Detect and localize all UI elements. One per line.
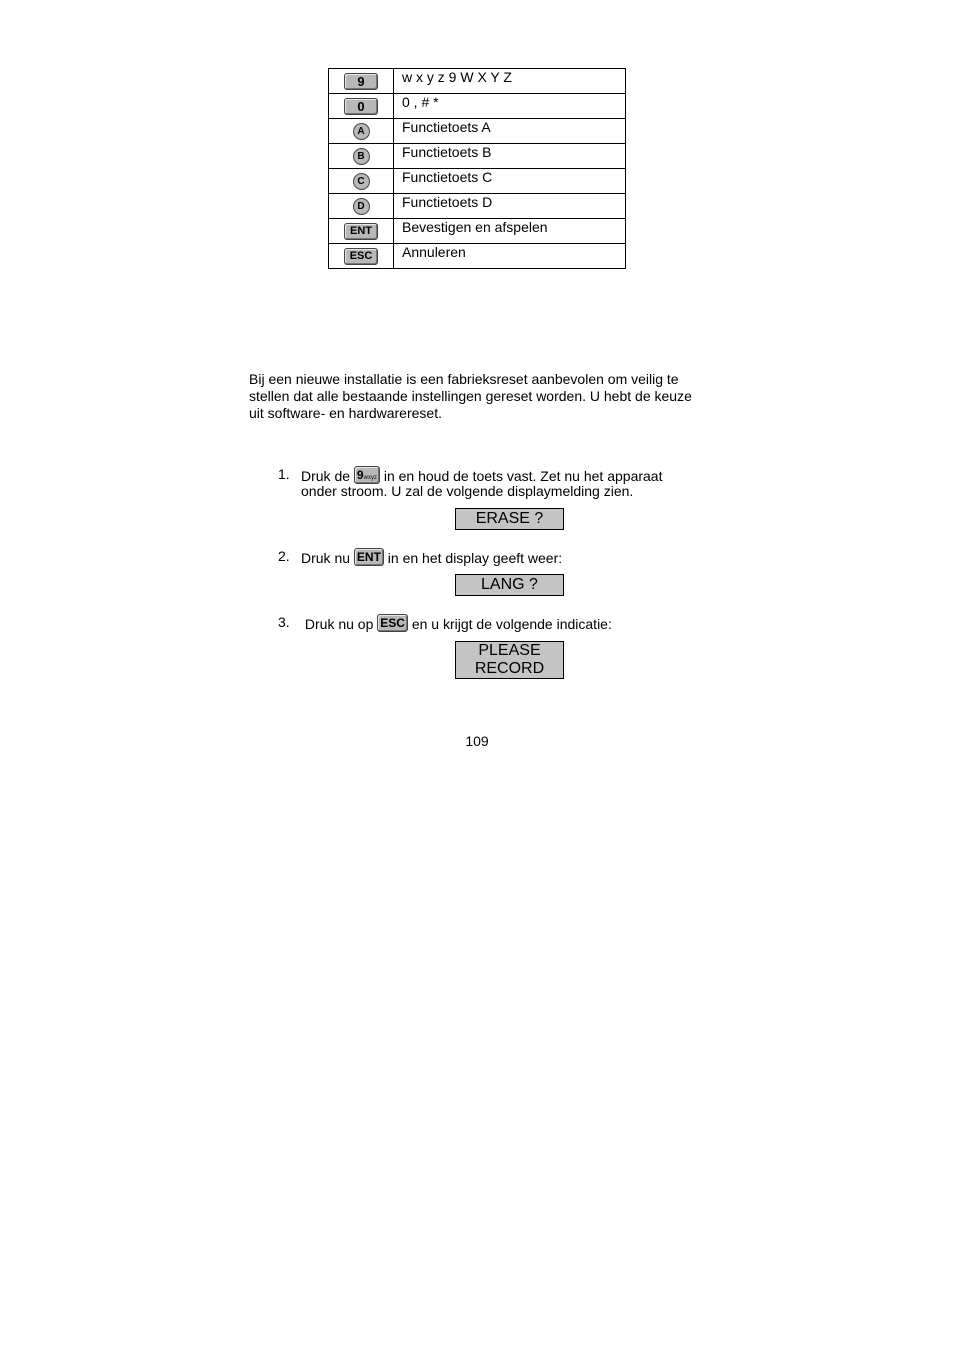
table-row <box>329 69 626 94</box>
display-lang <box>455 574 564 596</box>
key-b-icon: B <box>353 148 370 165</box>
step-text: in en houd de toets vast. Zet nu het apparaat <box>379 468 663 484</box>
key-cell <box>329 219 394 244</box>
step-1 <box>278 466 738 502</box>
display-text: RECORD <box>474 660 545 677</box>
key-c-icon: C <box>353 173 370 190</box>
display-text: PLEASE <box>478 642 541 659</box>
key-ent-icon: ENT <box>344 223 378 240</box>
table-row <box>329 169 626 194</box>
key-esc-icon: ESC <box>377 614 408 632</box>
step-2 <box>278 548 738 566</box>
step-text: Druk de <box>301 468 354 484</box>
key-9-icon <box>354 466 380 484</box>
step-text: Druk nu <box>301 550 354 566</box>
intro-paragraph: Bij een nieuwe installatie is een fabrieksreset aanbevolen om veilig te stellen dat alle bestaande instellingen gereset worden. U hebt de keuze uit software- en hardwarereset. <box>249 371 692 421</box>
page-number: 109 <box>465 733 489 749</box>
display-text: LANG ? <box>481 576 538 593</box>
key-cell <box>329 169 394 194</box>
key-9-icon: 9 <box>344 73 378 90</box>
key-d-icon: D <box>353 198 370 215</box>
key-description: 0 , # * <box>394 94 626 119</box>
display-please-record <box>455 641 564 679</box>
key-description: Annuleren <box>394 244 626 269</box>
table-row <box>329 144 626 169</box>
key-description: Functietoets A <box>394 119 626 144</box>
key-description: Bevestigen en afspelen <box>394 219 626 244</box>
step-number: 3. <box>278 614 290 630</box>
display-text: ERASE ? <box>475 510 544 527</box>
key-label: 9 <box>356 468 364 482</box>
key-a-icon: A <box>353 123 370 140</box>
step-text-line1 <box>301 548 562 567</box>
step-text: Druk nu op <box>301 616 378 632</box>
key-cell <box>329 94 394 119</box>
key-description: w x y z 9 W X Y Z <box>394 69 626 94</box>
table-row <box>329 244 626 269</box>
key-ent-icon: ENT <box>354 548 384 566</box>
step-text-line1 <box>301 614 612 633</box>
key-cell <box>329 244 394 269</box>
step-text-line2: onder stroom. U zal de volgende displaymelding zien. <box>301 483 634 499</box>
step-number: 1. <box>278 466 290 482</box>
key-function-table <box>328 68 626 269</box>
table-row <box>329 194 626 219</box>
key-cell <box>329 119 394 144</box>
table-row <box>329 219 626 244</box>
key-description: Functietoets C <box>394 169 626 194</box>
table-row <box>329 119 626 144</box>
key-cell <box>329 194 394 219</box>
step-3 <box>278 614 738 632</box>
key-sublabel: wxyz <box>363 475 377 481</box>
key-description: Functietoets D <box>394 194 626 219</box>
step-number: 2. <box>278 548 290 564</box>
key-cell <box>329 69 394 94</box>
key-0-icon: 0 <box>344 98 378 115</box>
key-esc-icon: ESC <box>344 248 378 265</box>
display-erase <box>455 508 564 530</box>
key-description: Functietoets B <box>394 144 626 169</box>
step-text: in en het display geeft weer: <box>383 550 563 566</box>
table-row <box>329 94 626 119</box>
step-text: en u krijgt de volgende indicatie: <box>407 616 612 632</box>
key-cell <box>329 144 394 169</box>
